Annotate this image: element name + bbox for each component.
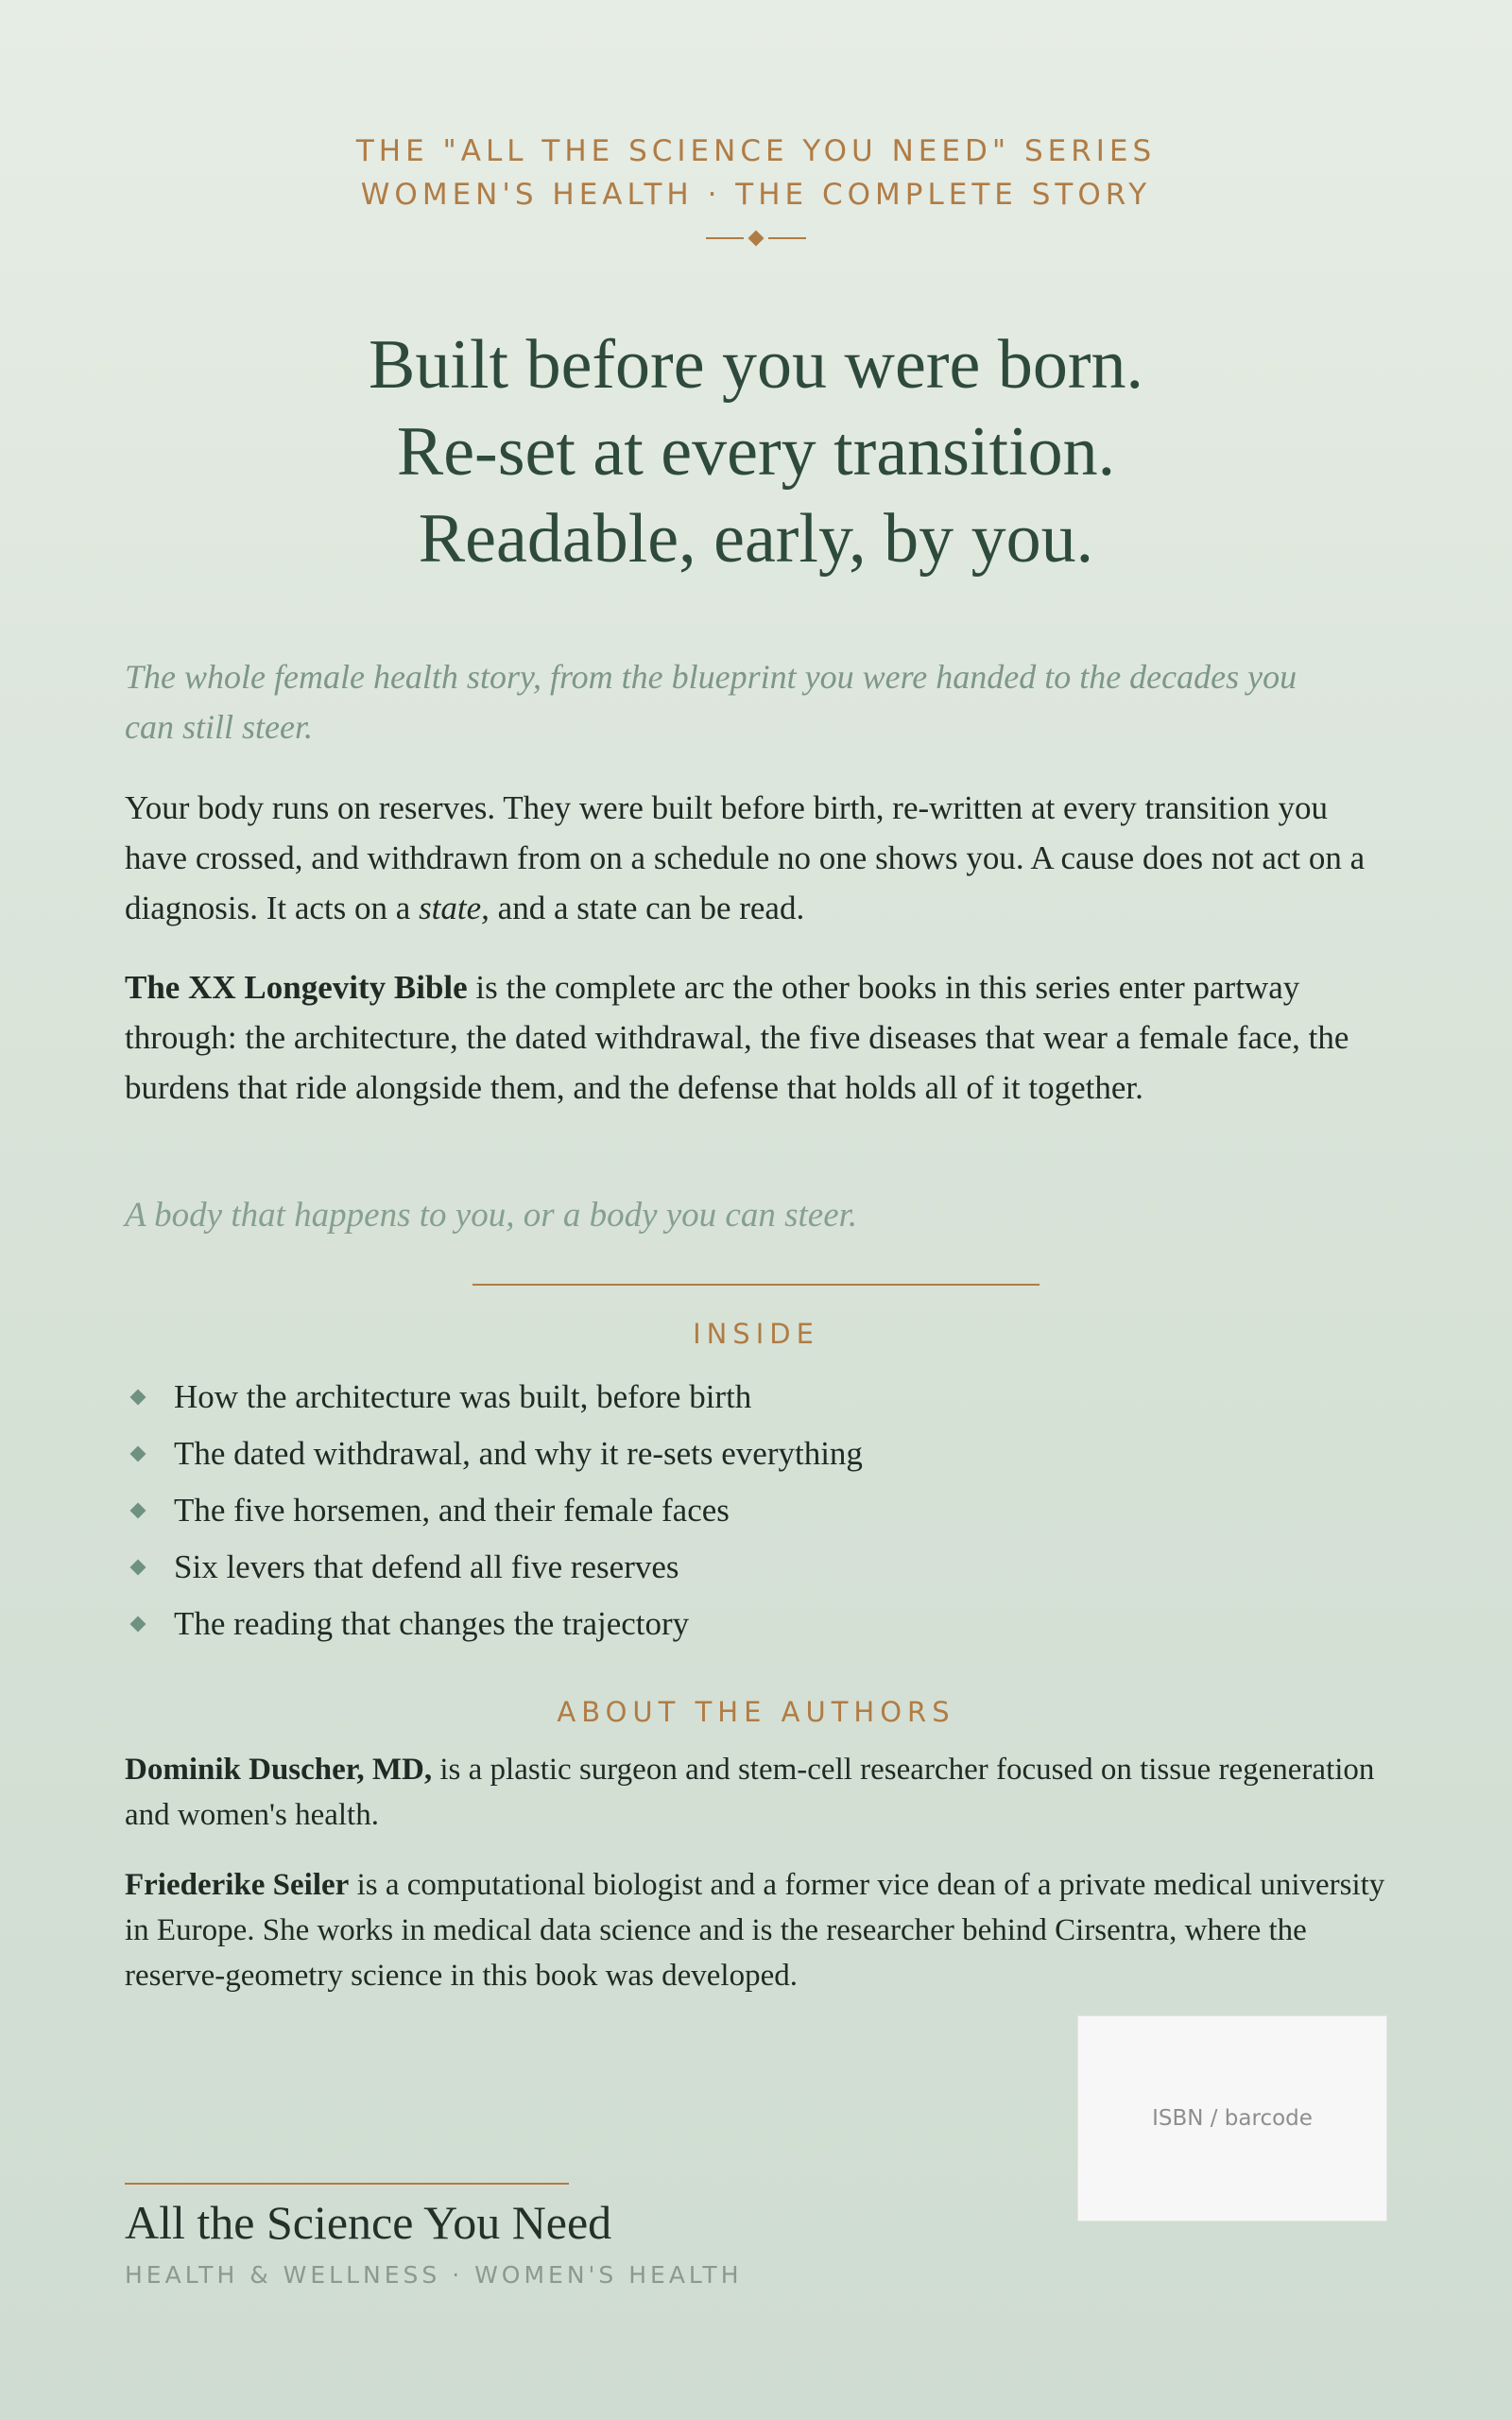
body-paragraph-2 [125, 962, 1391, 1113]
barcode-placeholder [1077, 2015, 1387, 2221]
book-title: The XX Longevity Bible [125, 969, 468, 1006]
p1-end: and a state can be read. [489, 890, 805, 926]
author-1-name: Dominik Duscher, MD, [125, 1753, 433, 1787]
p1-main: Your body runs on reserves. They were built before birth, re-written at every transition you have crossed, and withdrawn from on a schedule no one shows you. A cause does not act on a diagnosis. It acts on a [125, 789, 1366, 926]
headline-line-3: Readable, early, by you. [418, 500, 1094, 578]
list-item: The five horsemen, and their female faces [125, 1482, 863, 1539]
diamond-bullet-icon [130, 1446, 146, 1462]
divider-rule [472, 1284, 1040, 1286]
tagline: A body that happens to you, or a body you can steer. [125, 1196, 858, 1235]
footer-rule [125, 2183, 569, 2185]
inside-heading: INSIDE [693, 1318, 819, 1350]
diamond-bullet-icon [130, 1560, 146, 1576]
authors-heading: ABOUT THE AUTHORS [557, 1696, 955, 1728]
author-bio-2: Friederike Seiler is a computational biologist and a former vice dean of a private medical university in Europe. She works in medical data science and is the researcher behind Cirsentra, where the reserve-geometry science in this book was developed. [125, 1868, 1385, 1993]
list-item: How the architecture was built, before birth [125, 1369, 863, 1426]
headline-line-1: Built before you were born. [369, 326, 1143, 404]
list-item: The reading that changes the trajectory [125, 1596, 863, 1652]
body-paragraph-1 [125, 783, 1391, 933]
barcode-label: ISBN / barcode [1152, 2106, 1313, 2131]
list-item: Six levers that defend all five reserves [125, 1539, 863, 1596]
headline-line-2: Re-set at every transition. [396, 413, 1116, 491]
diamond-bullet-icon [130, 1503, 146, 1519]
p1-emphasis: state, [419, 890, 490, 926]
diamond-bullet-icon [130, 1390, 146, 1406]
list-item: The dated withdrawal, and why it re-sets everything [125, 1426, 863, 1482]
imprint-category: HEALTH & WELLNESS · WOMEN'S HEALTH [125, 2261, 743, 2289]
diamond-divider-icon [704, 228, 808, 249]
diamond-bullet-icon [130, 1616, 146, 1633]
inside-list [125, 1369, 863, 1652]
imprint-name: All the Science You Need [125, 2196, 612, 2249]
author-2-name: Friederike Seiler [125, 1868, 350, 1902]
series-subtitle: WOMEN'S HEALTH · THE COMPLETE STORY [360, 178, 1152, 212]
p2-rest: is the complete arc the other books in this series enter partway through: the architecture, the dated withdrawal, the five diseases that wear a female face, the burdens that ride alongside them, and the defense that holds all of it together. [125, 969, 1349, 1106]
series-line: THE "ALL THE SCIENCE YOU NEED" SERIES [355, 134, 1157, 168]
lead-italic: The whole female health story, from the blueprint you were handed to the decades you can still steer. [125, 658, 1297, 746]
author-bio-1: Dominik Duscher, MD, is a plastic surgeon and stem-cell researcher focused on tissue regeneration and women's health. [125, 1753, 1375, 1832]
